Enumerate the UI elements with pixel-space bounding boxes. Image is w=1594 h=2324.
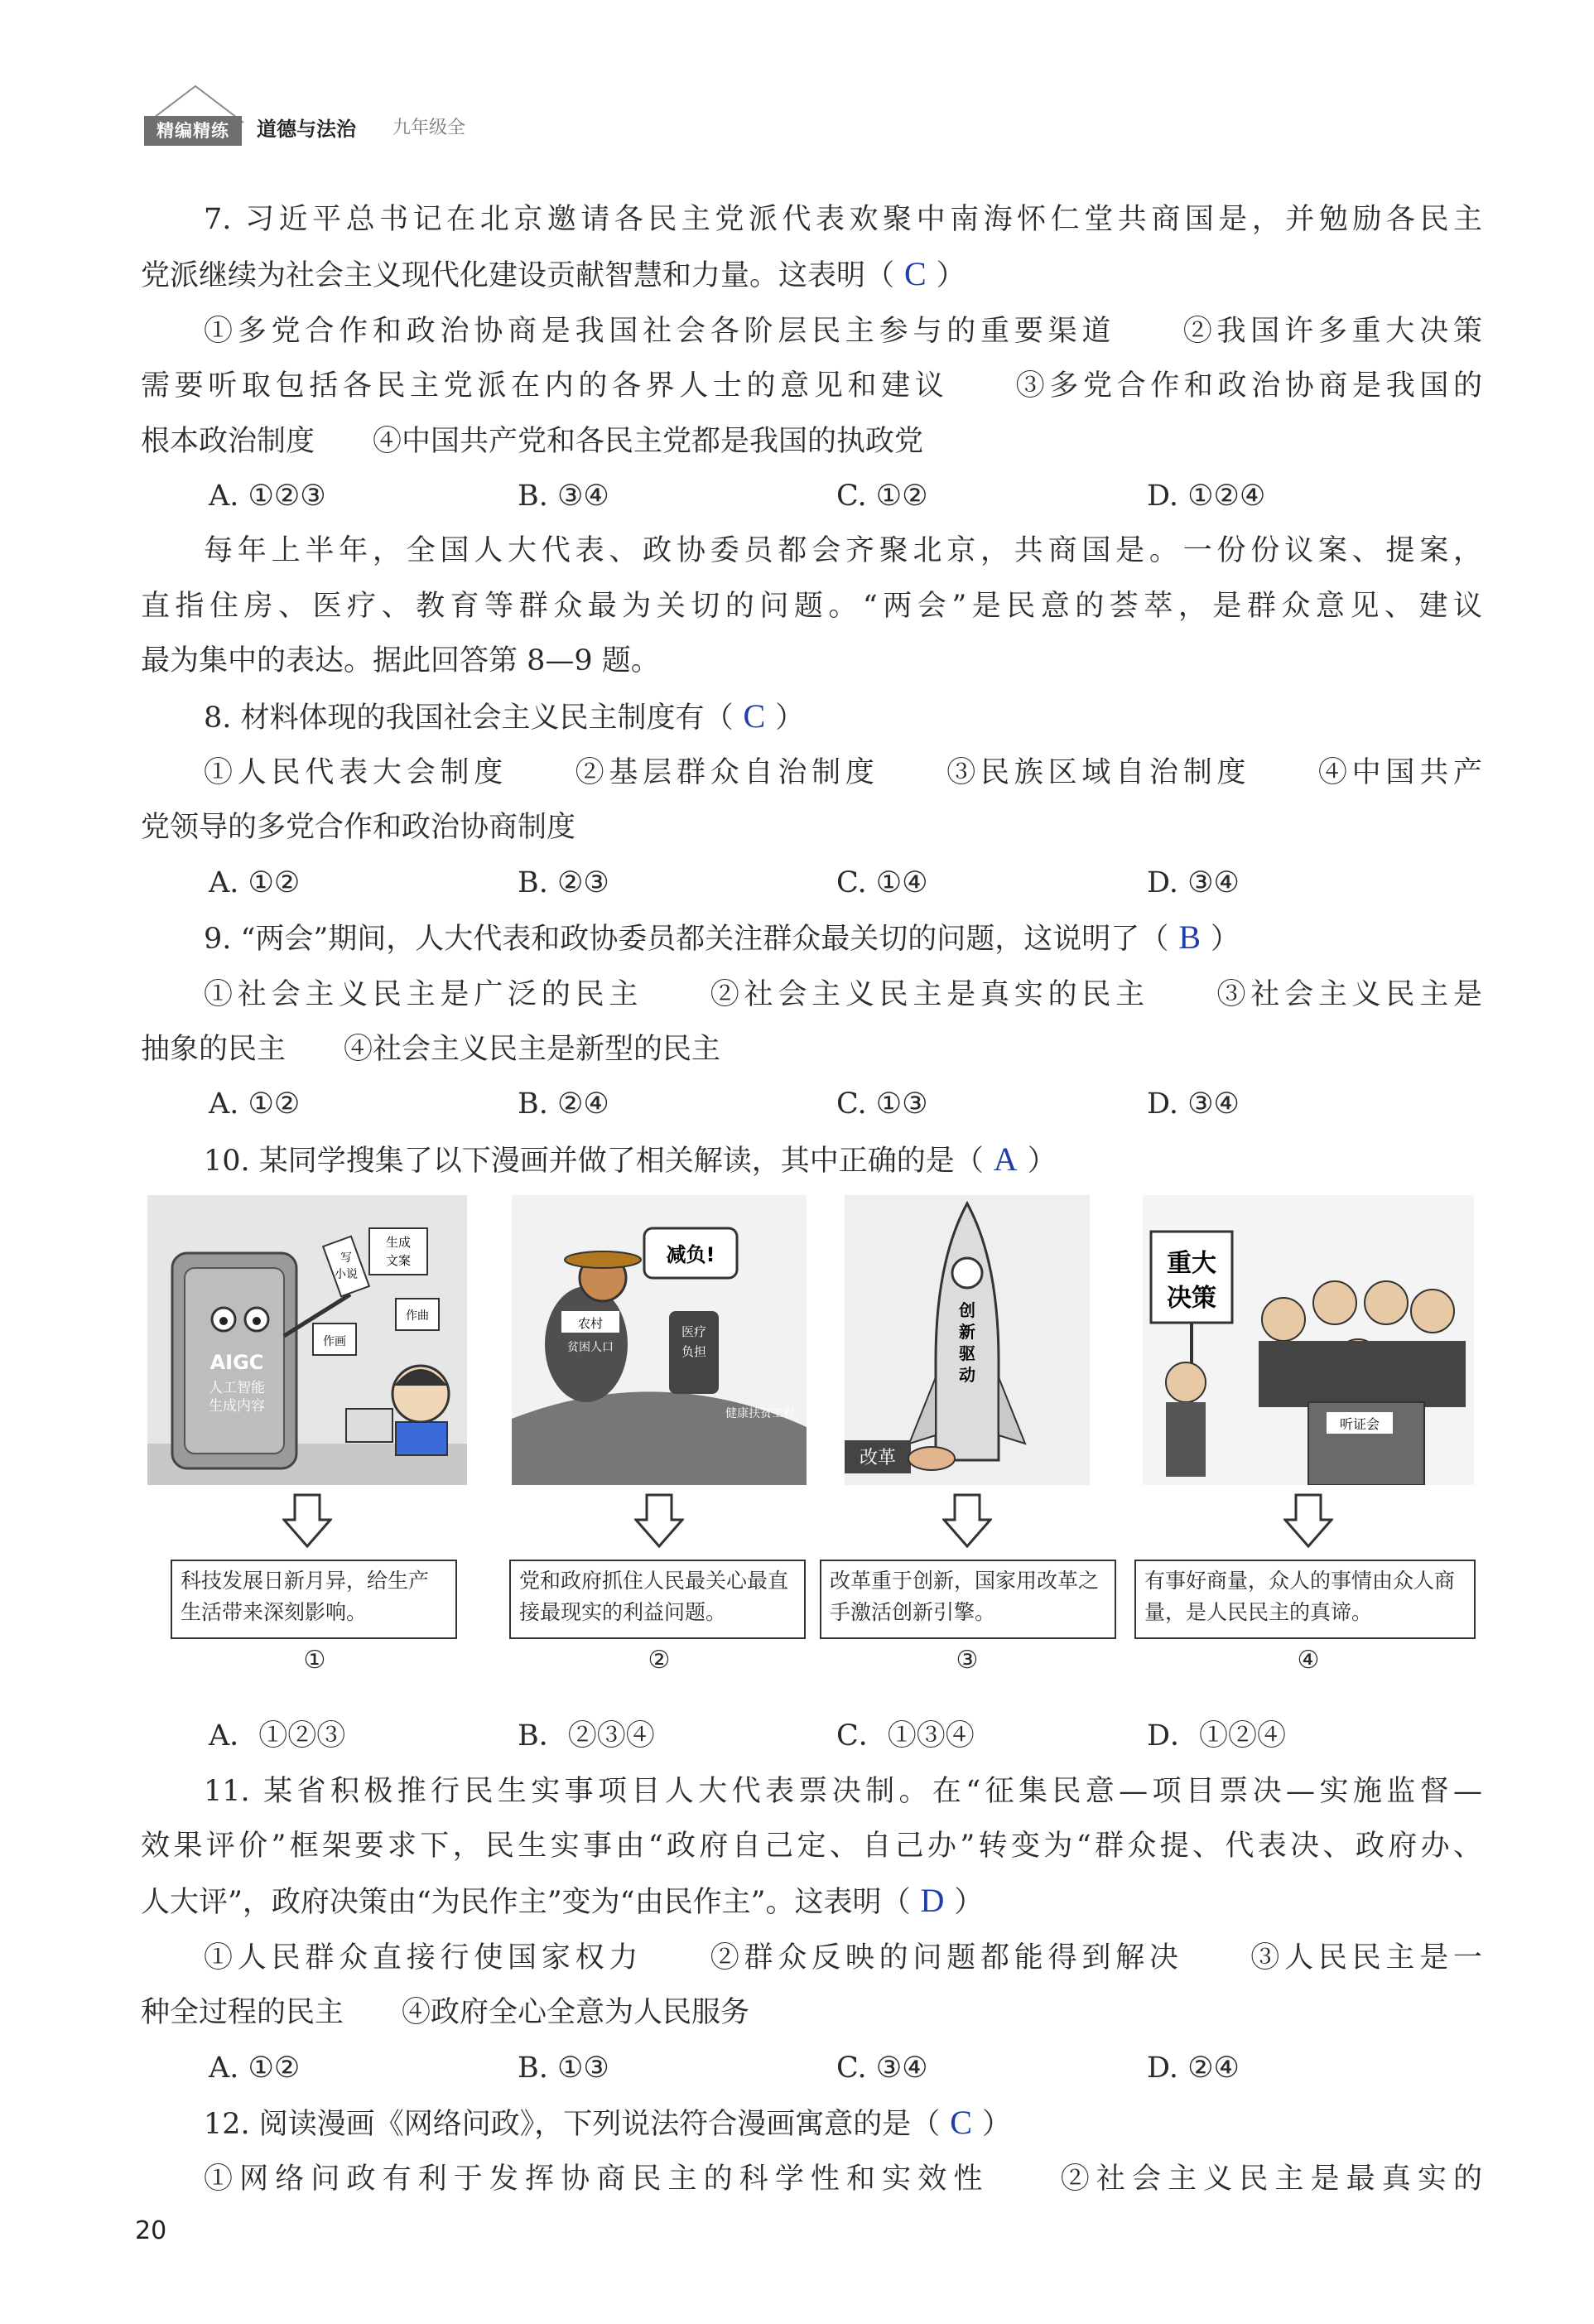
q9-option-c: C. ①③	[836, 1087, 928, 1121]
svg-text:创: 创	[959, 1300, 975, 1321]
svg-text:减负!: 减负!	[666, 1243, 715, 1267]
q10-stem: 10. 某同学搜集了以下漫画并做了相关解读，其中正确的是（ A ）	[141, 1132, 1482, 1189]
grade-label: 九年级全	[392, 118, 466, 138]
comic-2-caption: 党和政府抓住人民最关心最直接最现实的利益问题。	[509, 1560, 806, 1639]
q8-option-b: B. ②③	[518, 865, 609, 899]
svg-text:AIGC: AIGC	[209, 1351, 264, 1375]
q8-choices-line1: ①人民代表大会制度 ②基层群众自治制度 ③民族区域自治制度 ④中国共产	[204, 756, 1482, 790]
q11-stem-line2: 效果评价”框架要求下，民生实事由“政府自己定、自己办”转变为“群众提、代表决、政府办、	[141, 1830, 1482, 1864]
q7-options	[141, 469, 1482, 523]
q9-options	[141, 1077, 1482, 1131]
q8-option-c: C. ①④	[836, 865, 928, 899]
comic-1-aigc-illustration	[147, 1195, 467, 1485]
down-arrow-icon	[942, 1493, 992, 1548]
comic-4-hearing-illustration	[1143, 1195, 1474, 1485]
svg-text:动: 动	[959, 1365, 975, 1386]
q11-options	[141, 2041, 1482, 2095]
q11-option-c: C. ③④	[836, 2051, 928, 2085]
page-header	[144, 83, 1510, 149]
q10-answer: A	[993, 1140, 1018, 1178]
q8-stem: 8. 材料体现的我国社会主义民主制度有（ C ）	[141, 689, 1482, 745]
q12-stem: 12. 阅读漫画《网络问政》，下列说法符合漫画寓意的是（ C ）	[141, 2095, 1482, 2152]
svg-text:生成内容: 生成内容	[209, 1398, 265, 1415]
svg-text:新: 新	[959, 1322, 975, 1343]
q11-option-a: A. ①②	[209, 2051, 301, 2085]
q9-choices-line2: 抽象的民主 ④社会主义民主是新型的民主	[141, 1033, 721, 1067]
comic-strip	[141, 1195, 1482, 1709]
material-line1: 每年上半年，全国人大代表、政协委员都会齐聚北京，共商国是。一份份议案、提案，	[204, 534, 1482, 568]
q10-option-a: A．①②③	[209, 1719, 346, 1753]
q8-option-d: D. ③④	[1147, 865, 1240, 899]
q7-option-d: D. ①②④	[1147, 480, 1266, 513]
svg-text:听证会: 听证会	[1339, 1416, 1380, 1433]
svg-text:健康扶贫工程: 健康扶贫工程	[725, 1407, 795, 1421]
down-arrow-icon	[282, 1493, 332, 1548]
subject-title: 道德与法治	[257, 118, 356, 141]
q9-answer: B	[1178, 919, 1201, 957]
q10-option-d: D．①②④	[1147, 1719, 1287, 1753]
q7-option-a: A. ①②③	[209, 480, 326, 513]
comic-1-number: ①	[303, 1646, 326, 1675]
q10-options	[141, 1709, 1482, 1763]
q11-stem-line1: 11. 某省积极推行民生实事项目人大代表票决制。在“征集民意—项目票决—实施监督—	[204, 1774, 1482, 1808]
q7-option-c: C. ①②	[836, 480, 928, 513]
svg-text:生成: 生成	[385, 1235, 412, 1251]
q11-option-b: B. ①③	[518, 2051, 609, 2085]
svg-text:写: 写	[340, 1251, 352, 1266]
q8-choices-line2: 党领导的多党合作和政治协商制度	[141, 811, 576, 845]
q7-stem-line1: 7. 习近平总书记在北京邀请各民主党派代表欢聚中南海怀仁堂共商国是，并勉励各民主	[204, 203, 1482, 236]
q11-option-d: D. ②④	[1147, 2051, 1240, 2085]
q7-stem-line2: 党派继续为社会主义现代化建设贡献智慧和力量。这表明（ C ）	[141, 247, 1482, 303]
q7-answer: C	[904, 255, 927, 293]
comic-panel-3	[845, 1195, 1090, 1485]
comic-1-caption: 科技发展日新月异，给生产生活带来深刻影响。	[171, 1560, 457, 1639]
comic-3-caption: 改革重于创新，国家用改革之手激活创新引擎。	[820, 1560, 1116, 1639]
q9-stem: 9. “两会”期间，人大代表和政协委员都关注群众最关切的问题，这说明了（ B ）	[141, 910, 1482, 967]
q12-answer: C	[950, 2104, 972, 2142]
svg-text:医疗: 医疗	[681, 1324, 707, 1340]
q7-choices-line3: 根本政治制度 ④中国共产党和各民主党都是我国的执政党	[141, 424, 924, 458]
svg-text:小说: 小说	[335, 1268, 358, 1282]
down-arrow-icon	[634, 1493, 684, 1548]
material-line2: 直指住房、医疗、教育等群众最为关切的问题。“两会”是民意的荟萃，是群众意见、建议	[141, 589, 1482, 623]
svg-text:作画: 作画	[323, 1335, 346, 1349]
q7-choices-line1: ①多党合作和政治协商是我国社会各阶层民主参与的重要渠道 ②我国许多重大决策	[204, 314, 1482, 348]
comic-panel-4	[1143, 1195, 1474, 1485]
comic-4-caption: 有事好商量，众人的事情由众人商量，是人民民主的真谛。	[1134, 1560, 1476, 1639]
series-badge: 精编精练	[144, 116, 242, 146]
q8-options	[141, 856, 1482, 910]
svg-text:改革: 改革	[859, 1448, 897, 1469]
q11-answer: D	[920, 1882, 945, 1920]
comic-2-poverty-relief-illustration	[512, 1195, 807, 1485]
down-arrow-icon	[1283, 1493, 1333, 1548]
q11-stem-line3: 人大评”，政府决策由“为民作主”变为“由民作主”。这表明（ D ）	[141, 1873, 1482, 1930]
q10-option-b: B．②③④	[518, 1719, 655, 1753]
svg-text:作曲: 作曲	[406, 1309, 429, 1324]
comic-3-number: ③	[956, 1646, 979, 1675]
svg-text:文案: 文案	[385, 1253, 412, 1269]
comic-panel-2	[512, 1195, 807, 1485]
comic-panel-1	[147, 1195, 467, 1485]
q9-option-b: B. ②④	[518, 1087, 609, 1121]
q9-option-d: D. ③④	[1147, 1087, 1240, 1121]
q8-answer: C	[743, 697, 766, 735]
svg-text:重大: 重大	[1167, 1249, 1216, 1279]
q10-option-c: C．①③④	[836, 1719, 975, 1753]
svg-text:决策: 决策	[1167, 1284, 1216, 1314]
q11-choices-line2: 种全过程的民主 ④政府全心全意为人民服务	[141, 1996, 750, 2030]
material-line3: 最为集中的表达。据此回答第 8—9 题。	[141, 644, 660, 678]
q7-choices-line2: 需要听取包括各民主党派在内的各界人士的意见和建议 ③多党合作和政治协商是我国的	[141, 369, 1482, 403]
q11-choices-line1: ①人民群众直接行使国家权力 ②群众反映的问题都能得到解决 ③人民民主是一	[204, 1941, 1482, 1974]
comic-3-rocket-illustration	[845, 1195, 1090, 1485]
comic-4-number: ④	[1297, 1646, 1320, 1675]
page-number: 20	[135, 2216, 167, 2245]
q7-option-b: B. ③④	[518, 480, 609, 513]
svg-text:贫困人口: 贫困人口	[567, 1341, 614, 1355]
svg-text:人工智能: 人工智能	[209, 1380, 265, 1397]
q12-choices-line1: ①网络问政有利于发挥协商民主的科学性和实效性 ②社会主义民主是最真实的	[204, 2162, 1482, 2196]
comic-2-number: ②	[648, 1646, 671, 1675]
q9-option-a: A. ①②	[209, 1087, 301, 1121]
q9-choices-line1: ①社会主义民主是广泛的民主 ②社会主义民主是真实的民主 ③社会主义民主是	[204, 977, 1482, 1011]
svg-text:驱: 驱	[959, 1343, 975, 1364]
svg-text:负担: 负担	[681, 1344, 707, 1360]
svg-text:农村: 农村	[577, 1316, 604, 1332]
q8-option-a: A. ①②	[209, 865, 301, 899]
page-content	[141, 192, 1482, 2207]
